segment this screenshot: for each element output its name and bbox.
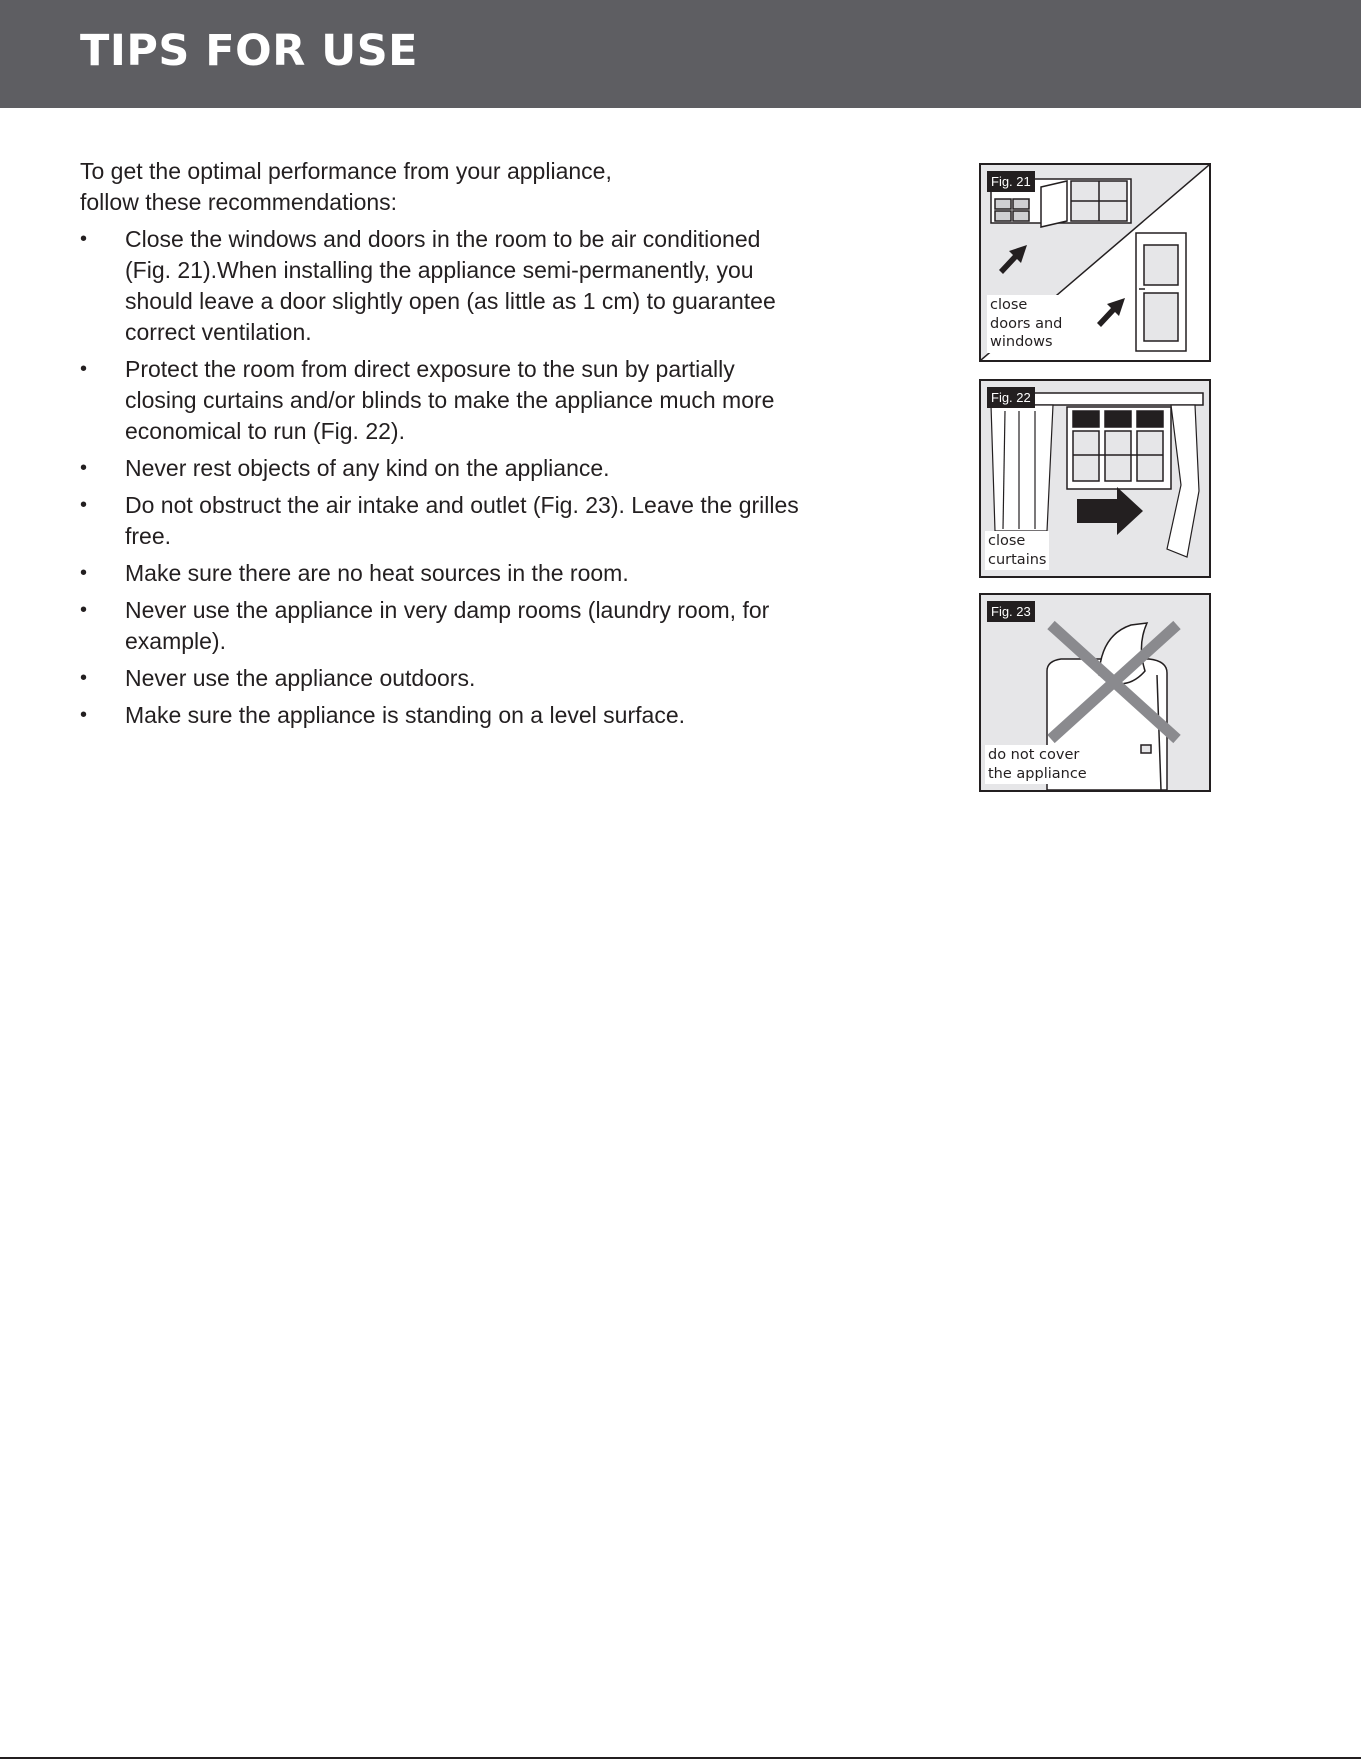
bullet-icon: • [80, 358, 88, 380]
figure-caption: close curtains [985, 531, 1049, 570]
figure-caption: close doors and windows [987, 295, 1065, 353]
page-title: TIPS FOR USE [80, 26, 419, 76]
list-item [80, 700, 800, 731]
tips-list [80, 224, 800, 731]
header-band [0, 0, 1361, 108]
tip-text: Never use the appliance in very damp rooms (laundry room, for example). [125, 597, 770, 654]
list-item [80, 224, 800, 348]
bullet-icon: • [80, 494, 88, 516]
tip-text: Protect the room from direct exposure to the sun by partially closing curtains and/or blinds to make the appliance much more economical to run (Fig. 22). [125, 356, 775, 444]
door-icon [1136, 233, 1186, 351]
tip-text: Make sure the appliance is standing on a level surface. [125, 702, 685, 728]
tip-text: Make sure there are no heat sources in the room. [125, 560, 629, 586]
list-item [80, 595, 800, 657]
tip-text: Do not obstruct the air intake and outlet (Fig. 23). Leave the grilles free. [125, 492, 799, 549]
figure-label: Fig. 22 [987, 387, 1035, 408]
list-item [80, 663, 800, 694]
list-item [80, 354, 800, 447]
tip-text: Never use the appliance outdoors. [125, 665, 476, 691]
figure-label: Fig. 23 [987, 601, 1035, 622]
footer-rule [0, 1757, 1361, 1759]
tip-text: Close the windows and doors in the room to be air conditioned (Fig. 21).When installing the appliance semi-permanently, you should leave a door slightly open (as little as 1 cm) to guarantee correct ventilation. [125, 226, 776, 345]
arrow-icon [1077, 487, 1143, 535]
bullet-icon: • [80, 704, 88, 726]
figure-caption: do not cover the appliance [985, 745, 1090, 784]
tip-text: Never rest objects of any kind on the appliance. [125, 455, 610, 481]
figure-label: Fig. 21 [987, 171, 1035, 192]
window-icon [1067, 407, 1171, 489]
bullet-icon: • [80, 228, 88, 250]
arrow-icon [999, 245, 1027, 274]
bullet-icon: • [80, 667, 88, 689]
intro-text: To get the optimal performance from your appliance, follow these recommendations: [80, 158, 612, 215]
main-content [80, 156, 800, 737]
list-item [80, 453, 800, 484]
figure-21 [979, 163, 1211, 362]
bullet-icon: • [80, 457, 88, 479]
figure-22 [979, 379, 1211, 578]
figure-23 [979, 593, 1211, 792]
bullet-icon: • [80, 599, 88, 621]
list-item [80, 490, 800, 552]
list-item [80, 558, 800, 589]
bullet-icon: • [80, 562, 88, 584]
